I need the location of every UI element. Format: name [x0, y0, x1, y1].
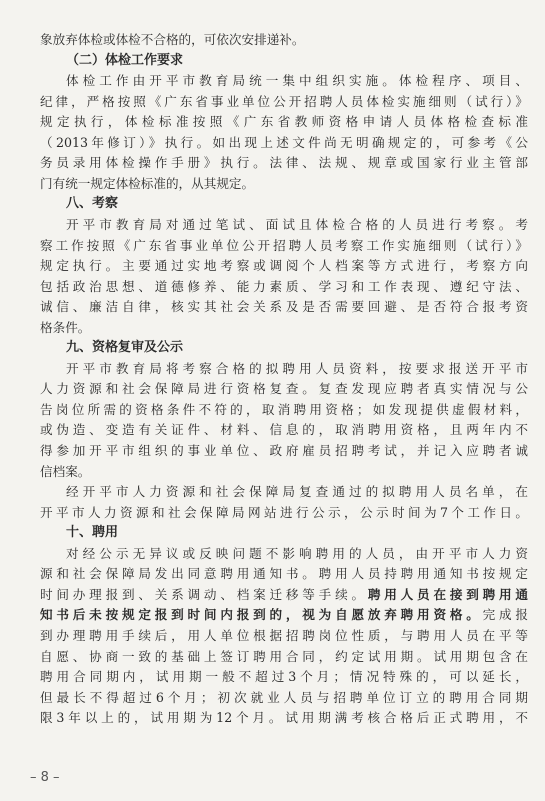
text-line	[40, 30, 528, 50]
line-text: 察工作按照《广东省事业单位公开招聘人员考察工作实施细则（试行）》	[40, 237, 528, 253]
line-text: 纪律，严格按照《广东省事业单位公开招聘人员体检实施细则（试行）》	[40, 93, 528, 109]
section-heading	[40, 338, 528, 358]
line-text: （二）体检工作要求	[66, 52, 184, 68]
line-text: 或伪造、变造有关证件、材料、信息的，取消聘用资格，且两年内不	[40, 422, 528, 438]
line-text: 体检工作由开平市教育局统一集中组织实施。体检程序、项目、	[66, 73, 528, 89]
text-line	[40, 503, 528, 523]
line-text: 得参加开平市组织的事业单位、政府雇员招聘考试，并记入应聘者诚	[40, 443, 528, 458]
line-text: 信档案。	[40, 463, 91, 479]
line-text: 完成报	[482, 607, 528, 623]
text-line	[40, 626, 528, 646]
line-text: 九、资格复审及公示	[66, 340, 184, 356]
text-line	[40, 482, 528, 502]
text-line	[40, 92, 528, 112]
text-line	[40, 215, 528, 235]
line-text: 象放弃体检或体检不合格的，可依次安排递补。	[40, 32, 305, 47]
text-line	[40, 400, 528, 420]
text-line	[40, 318, 528, 338]
line-text: 开平市教育局对通过笔试、面试且体检合格的人员进行考察。考	[66, 216, 528, 232]
emphasized-text: 聘用人员在接到聘用通	[367, 586, 528, 602]
line-text: 聘用合同期内，试用期一般不超过3个月；情况特殊的，可以延长，	[40, 669, 528, 685]
text-line	[40, 277, 528, 297]
text-line	[40, 647, 528, 667]
line-text: 源和社会保障局发出同意聘用通知书。聘用人员持聘用通知书按规定	[40, 566, 528, 582]
line-text: 到办理聘用手续后，用人单位根据招聘岗位性质，与聘用人员在平等	[40, 627, 528, 643]
text-line	[40, 544, 528, 564]
line-text: 八、考察	[66, 196, 119, 212]
line-text: 十、聘用	[66, 525, 119, 541]
text-line	[40, 379, 528, 399]
text-line	[40, 256, 528, 276]
line-text: 诚信、廉洁自律，核实其社会关系及是否需要回避、是否符合报考资	[40, 299, 528, 315]
text-line	[40, 462, 528, 482]
text-line	[40, 153, 528, 173]
line-text: 告岗位所需的资格条件不符的，取消聘用资格；如发现提供虚假材料，	[40, 401, 528, 417]
text-line	[40, 708, 528, 728]
line-text: 自愿、协商一致的基础上签订聘用合同，约定试用期。试用期包含在	[40, 648, 528, 664]
line-text: 人力资源和社会保障局进行资格复查。复查发现应聘者真实情况与公	[40, 381, 528, 397]
text-line	[40, 174, 528, 194]
line-text: 格条件。	[40, 319, 91, 335]
section-heading	[40, 523, 528, 543]
line-text: 规定执行。主要通过实地考察或调阅个人档案等方式进行，考察方向	[40, 258, 528, 274]
text-line	[40, 441, 528, 461]
section-heading	[40, 194, 528, 214]
line-text: 开平市人力资源和社会保障局网站进行公示，公示时间为7个工作日。	[40, 504, 528, 520]
section-heading	[40, 51, 528, 71]
text-line	[40, 236, 528, 256]
text-line	[40, 420, 528, 440]
text-line	[40, 605, 528, 625]
line-text: 开平市教育局将考察合格的拟聘用人员资料，按要求报送开平市	[66, 360, 528, 376]
text-line	[40, 585, 528, 605]
line-text: 经开平市人力资源和社会保障局复查通过的拟聘用人员名单，在	[66, 484, 528, 500]
text-line	[40, 297, 528, 317]
emphasized-text: 知书后未按规定报到时间内报到的，视为自愿放弃聘用资格。	[40, 607, 483, 623]
text-line	[40, 359, 528, 379]
text-line	[40, 112, 528, 132]
text-line	[40, 564, 528, 584]
line-text: 务员录用体检操作手册》执行。法律、法规、规章或国家行业主管部	[40, 155, 528, 171]
line-text: 规定执行，体检标准按照《广东省教师资格申请人员体格检查标准	[40, 114, 528, 130]
line-text: 但最长不得超过6个月；初次就业人员与招聘单位订立的聘用合同期	[40, 689, 528, 705]
page-number: – 8 –	[30, 770, 60, 785]
text-line	[40, 667, 528, 687]
line-text: （2013年修订）》执行。如出现上述文件尚无明确规定的，可参考《公	[40, 134, 528, 150]
text-line	[40, 688, 528, 708]
text-line	[40, 133, 528, 153]
line-text: 对经公示无异议或反映问题不影响聘用的人员，由开平市人力资	[66, 545, 528, 561]
text-line	[40, 71, 528, 91]
line-text: 包括政治思想、道德修养、能力素质、学习和工作表现、遵纪守法、	[40, 278, 528, 294]
line-text: 限3年以上的，试用期为12个月。试用期满考核合格后正式聘用，不	[40, 710, 528, 726]
line-text: 时间办理报到、关系调动、档案迁移等手续。	[40, 586, 368, 602]
line-text: 门有统一规定体检标准的，从其规定。	[40, 175, 255, 191]
